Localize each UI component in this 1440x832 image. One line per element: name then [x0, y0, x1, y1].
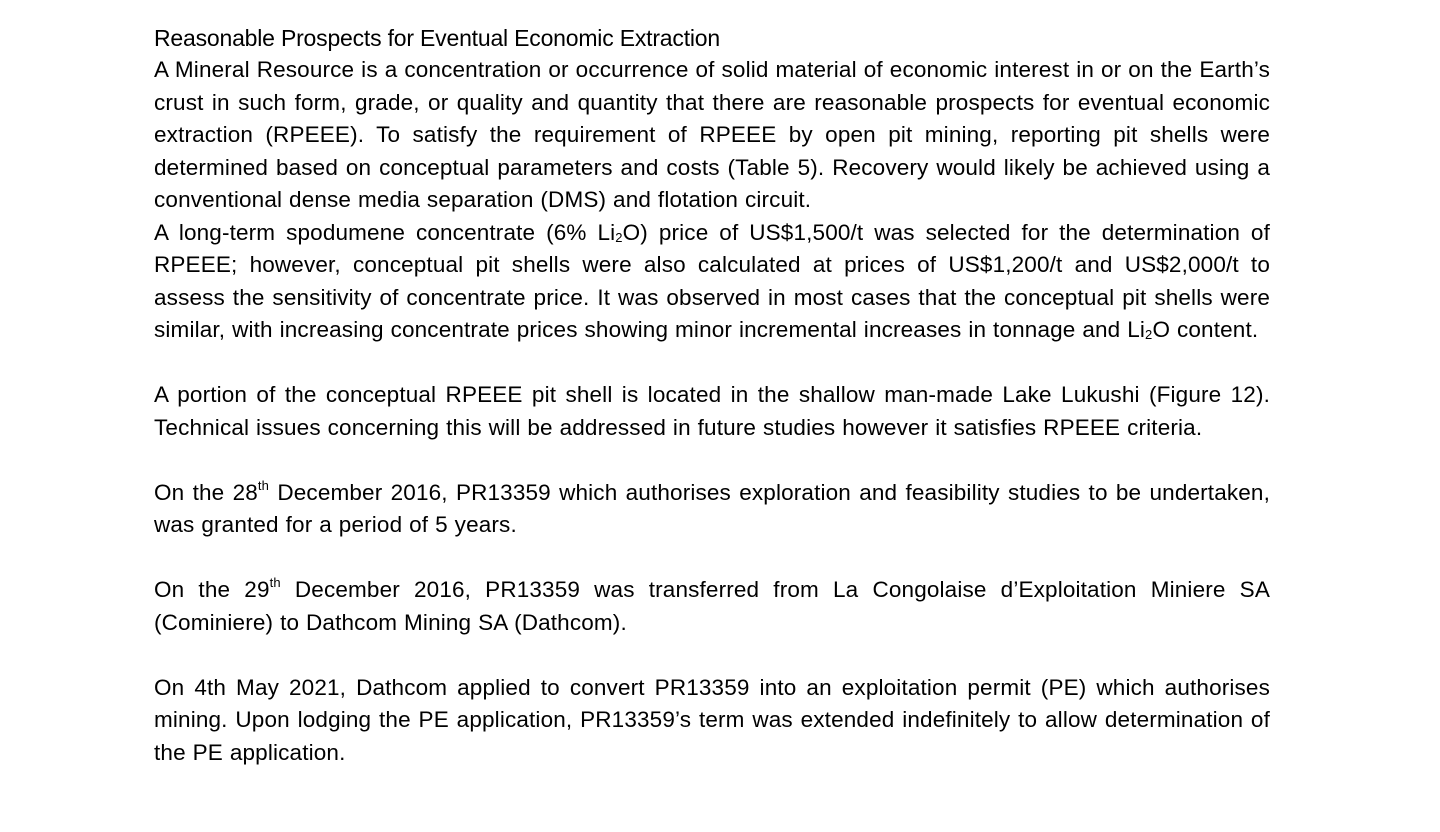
document-page — [154, 22, 1270, 769]
paragraph-text: A long-term spodumene concentrate (6% Li — [154, 219, 616, 245]
superscript: th — [269, 575, 281, 590]
paragraph-spacer — [154, 347, 1270, 380]
superscript: th — [257, 477, 270, 493]
paragraph-permit-granted — [154, 477, 1270, 542]
paragraph-spacer — [154, 542, 1270, 575]
paragraph-spacer — [154, 444, 1270, 477]
paragraph-text: O) price of US$1,500/t was selected for the determination of RPEEE; however, conceptual pit shells were also calculated at prices of US$1,200/t and US$2,000/t to assess the sensitivity of concentrate price. It was observed in most cases that the conceptual pit shells were similar, with increasing concentrate prices showing minor incremental increases in tonnage and Li — [154, 219, 1270, 342]
paragraph-text: December 2016, PR13359 was transferred from La Congolaise d’Exploitation Miniere SA (Cominiere) to Dathcom Mining SA (Dathcom). — [154, 577, 1270, 635]
paragraph-spacer — [154, 639, 1270, 672]
paragraph-text: On the 28 — [154, 479, 258, 505]
paragraph-concentrate-price — [154, 217, 1270, 347]
paragraph-permit-transferred — [154, 574, 1270, 639]
paragraph-mineral-resource: A Mineral Resource is a concentration or occurrence of solid material of economic interest in or on the Earth’s crust in such form, grade, or quality and quantity that there are reasonable prospects for eventual economic extraction (RPEEE). To satisfy the requirement of RPEEE by open pit mining, reporting pit shells were determined based on conceptual parameters and costs (Table 5). Recovery would likely be achieved using a conventional dense media separation (DMS) and flotation circuit. — [154, 57, 1270, 212]
paragraph-lake-lukushi: A portion of the conceptual RPEEE pit shell is located in the shallow man-made Lake Lukushi (Figure 12). Technical issues concerning this will be addressed in future studies however it satisfies RPEEE criteria. — [154, 382, 1270, 440]
subscript: 2 — [1145, 327, 1153, 342]
subscript: 2 — [615, 229, 623, 245]
paragraph-text: O content. — [1152, 317, 1259, 342]
paragraph-exploitation-permit: On 4th May 2021, Dathcom applied to convert PR13359 into an exploitation permit (PE) which authorises mining. Upon lodging the PE application, PR13359’s term was extended indefinitely to allow determination of the PE application. — [154, 674, 1270, 765]
paragraph-text: December 2016, PR13359 which authorises exploration and feasibility studies to be undertaken, was granted for a period of 5 years. — [154, 479, 1270, 537]
paragraph-text: On the 29 — [154, 577, 270, 602]
section-heading: Reasonable Prospects for Eventual Economic Extraction — [154, 25, 720, 51]
